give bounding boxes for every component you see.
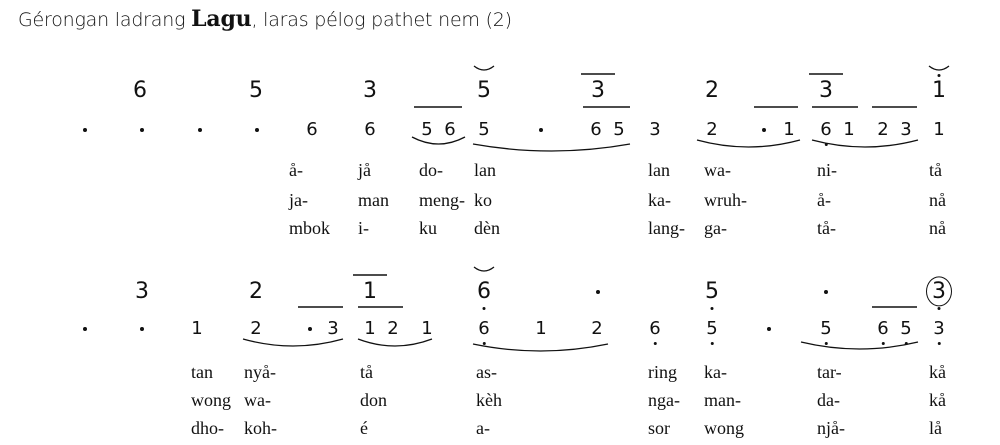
balungan-note-text: 1	[932, 78, 946, 103]
lyric-syllable: å-	[289, 160, 303, 180]
lyric-syllable: man	[358, 190, 389, 210]
lyric-syllable: da-	[817, 390, 840, 410]
vocal-note-text: 2	[877, 119, 889, 140]
lyric-syllable: mbok	[289, 218, 331, 238]
balungan-note	[932, 281, 946, 303]
balungan-note-text: 5	[249, 78, 263, 103]
lyric-syllable: koh-	[244, 418, 277, 438]
vocal-note	[191, 320, 202, 338]
vocal-note-text: 6	[444, 119, 456, 140]
vocal-note	[327, 320, 338, 338]
vocal-note	[387, 320, 398, 338]
vocal-dot	[539, 128, 543, 132]
lyric-syllable: lan	[474, 160, 496, 180]
page-title	[18, 6, 512, 32]
balungan-note	[477, 80, 491, 102]
vocal-dot	[255, 128, 259, 132]
lyric-syllable: nga-	[648, 390, 680, 410]
vocal-note	[933, 320, 944, 338]
vocal-note-text: 3	[933, 318, 945, 339]
vocal-dot	[767, 327, 771, 331]
balungan-note	[135, 281, 149, 303]
vocal-note	[649, 121, 660, 139]
lyric-syllable: wong	[704, 418, 744, 438]
lyric-syllable: nå	[929, 190, 946, 210]
vocal-note-text: 3	[649, 119, 661, 140]
vocal-note	[783, 121, 794, 139]
low-octave-dot	[824, 143, 827, 146]
gong-arc	[474, 267, 494, 271]
lyric-syllable: nyå-	[244, 362, 276, 382]
vocal-note-text: 5	[820, 318, 832, 339]
lyric-syllable: å-	[817, 190, 831, 210]
vocal-note	[444, 121, 455, 139]
balungan-note-text: 1	[363, 279, 377, 304]
vocal-note	[843, 121, 854, 139]
lyric-syllable: ka-	[648, 190, 671, 210]
vocal-note	[900, 320, 911, 338]
lyric-syllable: wa-	[244, 390, 271, 410]
vocal-note-text: 2	[706, 119, 718, 140]
lyric-syllable: ja-	[289, 190, 308, 210]
vocal-dot	[83, 327, 87, 331]
balungan-note-text: 5	[705, 279, 719, 304]
balungan-note	[932, 80, 946, 102]
vocal-note-text: 5	[706, 318, 718, 339]
vocal-dot	[140, 128, 144, 132]
lyric-syllable: lan	[648, 160, 670, 180]
lyric-syllable: do-	[419, 160, 443, 180]
vocal-note-text: 6	[590, 119, 602, 140]
vocal-note	[820, 121, 831, 139]
balungan-note	[477, 281, 491, 303]
lyric-syllable: wruh-	[704, 190, 747, 210]
lyric-syllable: ni-	[817, 160, 837, 180]
low-octave-dot	[653, 342, 656, 345]
vocal-note-text: 6	[877, 318, 889, 339]
melisma-slur	[412, 137, 465, 144]
vocal-note-text: 5	[421, 119, 433, 140]
balungan-note-text: 2	[249, 279, 263, 304]
lyric-syllable: ka-	[704, 362, 727, 382]
melisma-slur	[358, 339, 432, 346]
vocal-note-text: 1	[191, 318, 203, 339]
lyric-syllable: tar-	[817, 362, 842, 382]
balungan-note-text: 3	[135, 279, 149, 304]
lyric-syllable: a-	[476, 418, 490, 438]
vocal-note-text: 2	[387, 318, 399, 339]
lyric-syllable: ring	[648, 362, 677, 382]
balungan-note	[591, 80, 605, 102]
vocal-note	[478, 320, 489, 338]
vocal-note-text: 6	[478, 318, 490, 339]
vocal-note	[535, 320, 546, 338]
vocal-note-text: 5	[613, 119, 625, 140]
lyric-syllable: kå	[929, 390, 946, 410]
lyric-syllable: lå	[929, 418, 942, 438]
vocal-dot	[308, 327, 312, 331]
lyric-syllable: sor	[648, 418, 670, 438]
lyric-syllable: ko	[474, 190, 492, 210]
vocal-note-text: 1	[783, 119, 795, 140]
melisma-slur	[473, 144, 630, 151]
lyric-syllable: njå-	[817, 418, 845, 438]
lyric-syllable: lang-	[648, 218, 685, 238]
vocal-note	[421, 121, 432, 139]
vocal-note-text: 3	[327, 318, 339, 339]
balungan-note	[249, 80, 263, 102]
melisma-slur	[473, 344, 608, 351]
vocal-note-text: 6	[306, 119, 318, 140]
vocal-note	[364, 320, 375, 338]
melisma-slur	[243, 339, 343, 346]
vocal-note-text: 1	[364, 318, 376, 339]
vocal-note-text: 3	[900, 119, 912, 140]
low-octave-dot	[483, 307, 486, 310]
lyric-syllable: kèh	[476, 390, 502, 410]
vocal-note-text: 6	[820, 119, 832, 140]
lyric-syllable: ku	[419, 218, 437, 238]
lyric-syllable: meng-	[419, 190, 465, 210]
vocal-note	[591, 320, 602, 338]
vocal-note	[649, 320, 660, 338]
melisma-slur	[812, 140, 918, 147]
vocal-note-text: 6	[364, 119, 376, 140]
lyric-syllable: tå	[929, 160, 942, 180]
vocal-note	[613, 121, 624, 139]
balungan-note	[363, 281, 377, 303]
vocal-note	[364, 121, 375, 139]
balungan-dot	[596, 290, 600, 294]
vocal-note-text: 5	[478, 119, 490, 140]
vocal-note	[820, 320, 831, 338]
vocal-note	[250, 320, 261, 338]
title-prefix: Gérongan ladrang	[18, 9, 192, 31]
balungan-note-text: 2	[705, 78, 719, 103]
low-octave-dot	[710, 342, 713, 345]
gong-arc	[929, 66, 949, 70]
lyric-syllable: man-	[704, 390, 741, 410]
low-octave-dot	[881, 342, 884, 345]
vocal-note-text: 1	[535, 318, 547, 339]
low-octave-dot	[904, 342, 907, 345]
lyric-syllable: tan	[191, 362, 213, 382]
lyric-syllable: é	[360, 418, 368, 438]
balungan-note-text: 3	[363, 78, 377, 103]
balungan-note	[705, 80, 719, 102]
gong-arc	[474, 66, 494, 70]
vocal-note	[590, 121, 601, 139]
vocal-note	[478, 121, 489, 139]
lyric-syllable: tå-	[817, 218, 836, 238]
vocal-note-text: 2	[591, 318, 603, 339]
high-octave-dot	[938, 74, 941, 77]
vocal-note-text: 1	[933, 119, 945, 140]
low-octave-dot	[938, 307, 941, 310]
vocal-dot	[198, 128, 202, 132]
lyric-syllable: wa-	[704, 160, 731, 180]
title-piece-name: Lagu	[191, 6, 252, 32]
balungan-note	[705, 281, 719, 303]
vocal-note	[306, 121, 317, 139]
lyric-syllable: ga-	[704, 218, 727, 238]
vocal-note	[877, 121, 888, 139]
balungan-note	[819, 80, 833, 102]
vocal-dot	[140, 327, 144, 331]
vocal-dot	[762, 128, 766, 132]
vocal-note	[877, 320, 888, 338]
lyric-syllable: nå	[929, 218, 946, 238]
vocal-note	[900, 121, 911, 139]
melisma-slur	[801, 342, 918, 349]
balungan-note-text: 3	[932, 279, 946, 304]
low-octave-dot	[711, 307, 714, 310]
vocal-note	[706, 121, 717, 139]
balungan-dot	[824, 290, 828, 294]
lyric-syllable: don	[360, 390, 387, 410]
low-octave-dot	[482, 342, 485, 345]
balungan-note-text: 3	[591, 78, 605, 103]
low-octave-dot	[937, 342, 940, 345]
vocal-note-text: 6	[649, 318, 661, 339]
balungan-note-text: 5	[477, 78, 491, 103]
lyric-syllable: i-	[358, 218, 369, 238]
gong-circle	[926, 276, 952, 306]
lyric-syllable: dho-	[191, 418, 224, 438]
lyric-syllable: tå	[360, 362, 373, 382]
melisma-slur	[697, 140, 800, 147]
title-suffix: , laras pélog pathet nem (2)	[251, 9, 512, 31]
vocal-note	[706, 320, 717, 338]
lyric-syllable: as-	[476, 362, 497, 382]
vocal-note-text: 2	[250, 318, 262, 339]
balungan-note	[363, 80, 377, 102]
vocal-note-text: 1	[421, 318, 433, 339]
vocal-note-text: 5	[900, 318, 912, 339]
vocal-note	[933, 121, 944, 139]
lyric-syllable: dèn	[474, 218, 500, 238]
vocal-note	[421, 320, 432, 338]
lyric-syllable: wong	[191, 390, 231, 410]
vocal-note-text: 1	[843, 119, 855, 140]
vocal-dot	[83, 128, 87, 132]
lyric-syllable: jå	[358, 160, 371, 180]
balungan-note-text: 6	[133, 78, 147, 103]
low-octave-dot	[824, 342, 827, 345]
balungan-note-text: 3	[819, 78, 833, 103]
lyric-syllable: kå	[929, 362, 946, 382]
balungan-note-text: 6	[477, 279, 491, 304]
balungan-note	[249, 281, 263, 303]
balungan-note	[133, 80, 147, 102]
